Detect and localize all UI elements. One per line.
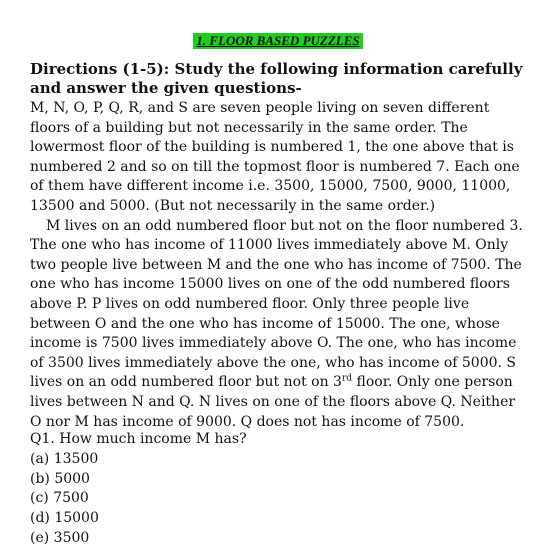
puzzle-intro: M, N, O, P, Q, R, and S are seven people living on seven different floors of a building but not necessarily in the same order. The lowermost floor of the building is numbered 1, the one above that is numbered 2 and so on till the topmost floor is numbered 7. Each one of them have different income i.e. 3500, 15000, 7500, 9000, 11000, 13500 and 5000. (But not necessarily in the same order.) bbox=[30, 100, 520, 214]
puzzle-clues bbox=[30, 217, 526, 433]
question-text: Q1. How much income M has? bbox=[30, 431, 247, 447]
option-b: (b) 5000 bbox=[30, 470, 90, 487]
directions-heading: Directions (1-5): Study the following information carefully and answer the given questions- bbox=[30, 60, 523, 97]
ordinal-suffix: rd bbox=[341, 373, 353, 384]
clues-text-2: floor. Only one person lives between N and Q. N lives on one of the floors above Q. Neither O nor M has income of 9000. Q does not has income of 7500. bbox=[30, 374, 516, 430]
option-a: (a) 13500 bbox=[30, 450, 99, 467]
option-e: (e) 3500 bbox=[30, 529, 90, 546]
puzzle-body bbox=[30, 99, 526, 432]
option-c: (c) 7500 bbox=[30, 490, 89, 507]
title-container bbox=[0, 33, 556, 49]
section-title: 1. FLOOR BASED PUZZLES bbox=[193, 33, 362, 49]
question-block bbox=[30, 430, 247, 549]
clues-text-1: M lives on an odd numbered floor but not on the floor numbered 3. The one who has income of 11000 lives immediately above M. Only two people live between M and the one who has income of 7500. The one who has income 15000 lives on one of the odd numbered floors above P. P lives on odd numbered floor. Only three people live between O and the one who has income of 15000. The one, whose income is 7500 lives immediately above O. The one, who has income of 3500 lives immediately above the one, who has income of 5000. S lives on an odd numbered floor but not on 3 bbox=[30, 217, 523, 391]
option-d: (d) 15000 bbox=[30, 510, 99, 527]
